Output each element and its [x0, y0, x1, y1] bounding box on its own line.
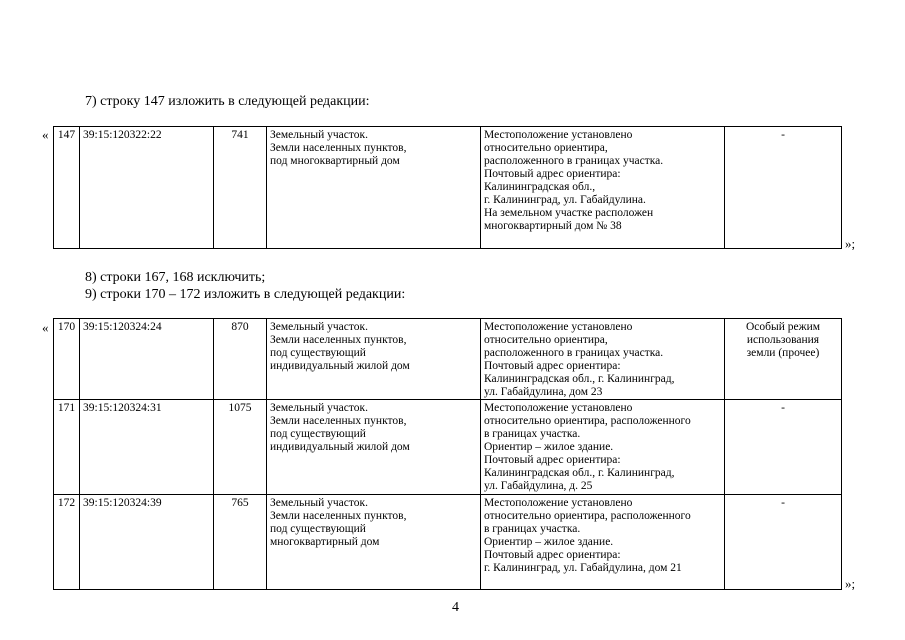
land-description: Земельный участок. Земли населенных пунктов, под многоквартирный дом	[267, 127, 481, 249]
table-row	[54, 319, 842, 400]
location-description: Местоположение установлено относительно ориентира, расположенного в границах участка. Ориентир – жилое здание. Почтовый адрес ориентира: г. Калининград, ул. Габайдулина, дом 21	[481, 495, 725, 590]
area-value: 870	[214, 319, 267, 400]
land-description: Земельный участок. Земли населенных пунктов, под существующий индивидуальный жилой дом	[267, 400, 481, 495]
location-description: Местоположение установлено относительно ориентира, расположенного в границах участка. Почтовый адрес ориентира: Калининградская обл., г. Калининград, ул. Габайдулина, дом 23	[481, 319, 725, 400]
quote-open-1: «	[42, 127, 49, 142]
table-row-147	[53, 126, 842, 249]
table-row	[54, 495, 842, 590]
note-cell: -	[725, 495, 842, 590]
area-value: 1075	[214, 400, 267, 495]
instruction-7: 7) строку 147 изложить в следующей редакции:	[85, 94, 370, 109]
row-number: 170	[54, 319, 80, 400]
quote-close-1: »;	[845, 236, 856, 251]
cadastral-number: 39:15:120324:24	[80, 319, 214, 400]
instruction-9: 9) строки 170 – 172 изложить в следующей редакции:	[85, 287, 406, 302]
area-value: 765	[214, 495, 267, 590]
row-number: 171	[54, 400, 80, 495]
quote-open-2: «	[42, 320, 49, 335]
row-number: 172	[54, 495, 80, 590]
page-number: 4	[452, 600, 459, 615]
table-rows-170-172	[53, 318, 842, 590]
row-number: 147	[54, 127, 80, 249]
quote-close-2: »;	[845, 576, 856, 591]
table-row	[54, 400, 842, 495]
area-value: 741	[214, 127, 267, 249]
note-cell: Особый режим использования земли (прочее)	[725, 319, 842, 400]
location-description: Местоположение установлено относительно ориентира, расположенного в границах участка. Ориентир – жилое здание. Почтовый адрес ориентира: Калининградская обл., г. Калининград, ул. Габайдулина, д. 25	[481, 400, 725, 495]
location-description: Местоположение установлено относительно ориентира, расположенного в границах участка. Почтовый адрес ориентира: Калининградская обл., г. Калининград, ул. Габайдулина. На земельном участке расположен многоквартирный дом № 38	[481, 127, 725, 249]
note-cell: -	[725, 400, 842, 495]
land-description: Земельный участок. Земли населенных пунктов, под существующий индивидуальный жилой дом	[267, 319, 481, 400]
cadastral-number: 39:15:120322:22	[80, 127, 214, 249]
land-description: Земельный участок. Земли населенных пунктов, под существующий многоквартирный дом	[267, 495, 481, 590]
cadastral-number: 39:15:120324:39	[80, 495, 214, 590]
note-cell: -	[725, 127, 842, 249]
instruction-8: 8) строки 167, 168 исключить;	[85, 270, 266, 285]
cadastral-number: 39:15:120324:31	[80, 400, 214, 495]
